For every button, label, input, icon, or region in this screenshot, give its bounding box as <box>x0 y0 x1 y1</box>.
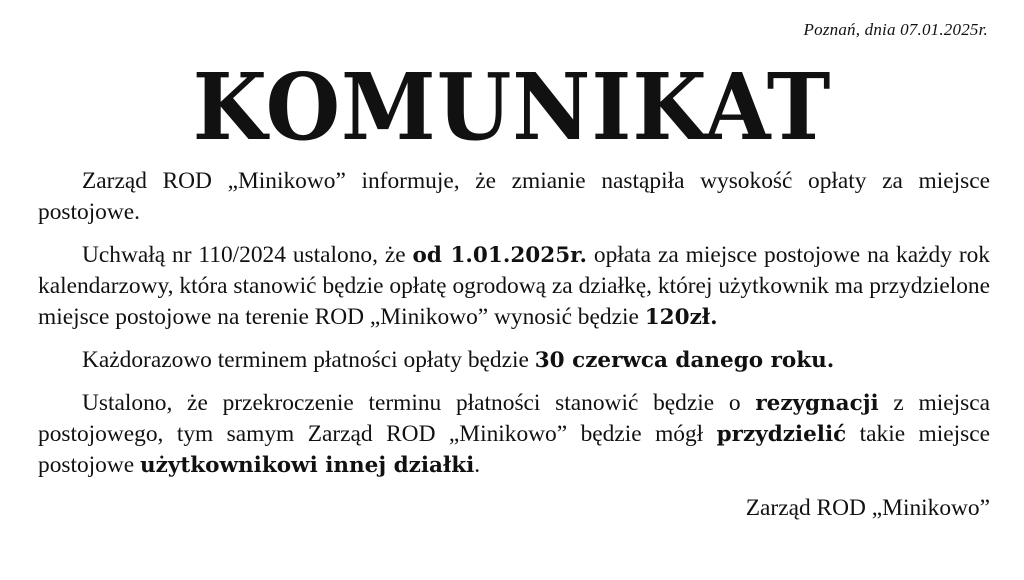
paragraph-resolution <box>38 240 990 333</box>
paragraph-text: . <box>474 452 481 478</box>
bold-effective-date: od 1.01.2025r. <box>412 243 587 268</box>
paragraph-deadline <box>38 345 990 376</box>
paragraph-text: takie miejsce postojowe <box>38 421 991 478</box>
bold-resignation: rezygnacji <box>755 391 879 416</box>
document-date: Poznań, dnia 07.01.2025r. <box>803 20 988 39</box>
signature: Zarząd ROD „Minikowo” <box>745 495 990 521</box>
paragraph-announcement <box>38 166 990 228</box>
paragraph-text: opłata za miejsce postojowe na każdy rok kalendarzowy, która stanowić będzie opłatę ogrodową za działkę, której użytkownik ma przydzielone miejsce postojowe na terenie ROD „Minikowo” wynosić będzie <box>38 242 990 330</box>
paragraph-text: Zarząd ROD „Minikowo” informuje, że zmianie nastąpiła wysokość opłaty za miejsce postojowe. <box>38 168 990 225</box>
document-title: KOMUNIKAT <box>192 53 832 161</box>
bold-assign: przydzielić <box>716 422 847 447</box>
paragraph-text: z miejsca postojowego, tym samym Zarząd ROD „Minikowo” będzie mógł <box>38 390 990 447</box>
document-body <box>38 166 990 524</box>
paragraph-text: Uchwałą nr 110/2024 ustalono, że <box>82 242 413 268</box>
bold-fee-amount: 120zł. <box>644 305 718 330</box>
bold-deadline-date: 30 czerwca danego roku. <box>534 348 835 373</box>
paragraph-text: Ustalono, że przekroczenie terminu płatności stanowić będzie o <box>82 390 756 416</box>
bold-other-user: użytkownikowi innej działki <box>140 453 475 478</box>
paragraph-consequences <box>38 388 990 481</box>
paragraph-text: Każdorazowo terminem płatności opłaty będzie <box>82 347 535 373</box>
